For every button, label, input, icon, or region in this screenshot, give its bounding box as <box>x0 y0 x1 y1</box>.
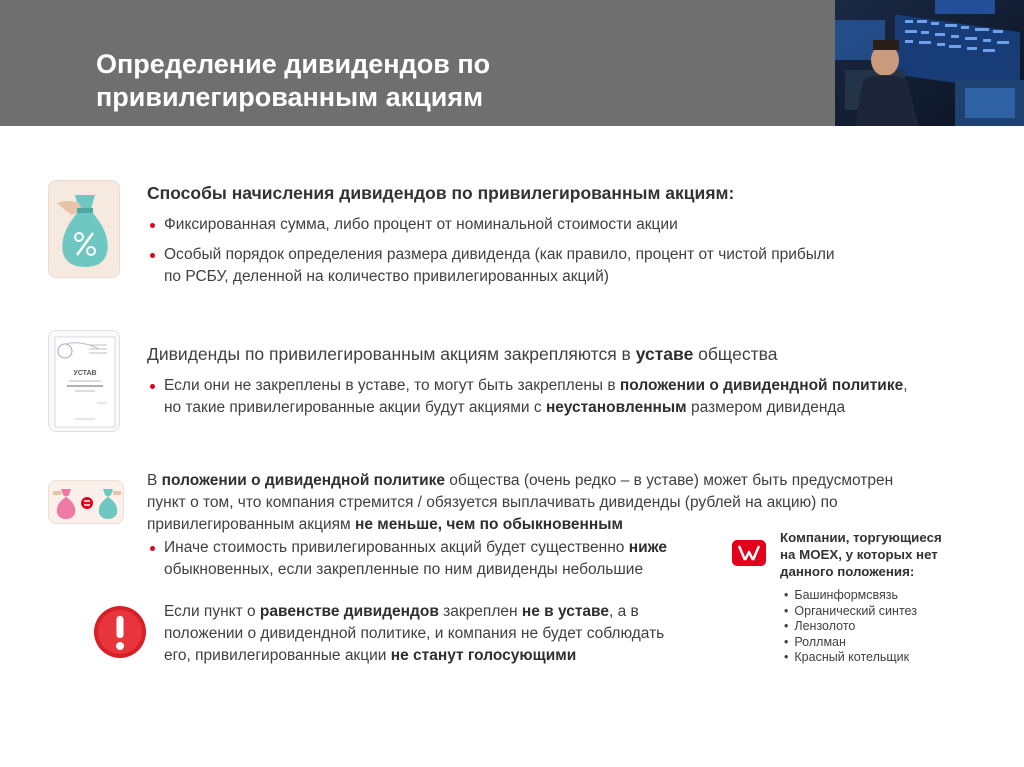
section3-bullet: Иначе стоимость привилегированных акций будет существенно ниже обыкновенных, если закрепленные по ним дивиденды небольшие <box>164 539 668 578</box>
charter-document-icon-box <box>48 330 120 432</box>
money-bag-icon-box <box>48 180 120 278</box>
warning-icon <box>93 605 147 659</box>
page-title: Определение дивидендов по привилегированным акциям <box>96 49 491 112</box>
charter-document-icon <box>49 331 121 433</box>
money-bag-icon <box>49 181 121 279</box>
section1-heading: Способы начисления дивидендов по привилегированным акциям: <box>147 183 735 203</box>
list-item: • Башинформсвязь <box>784 588 917 604</box>
section2-heading: Дивиденды по привилегированным акциям закрепляются в уставе общества <box>147 344 778 364</box>
warning-text: Если пункт о равенстве дивидендов закреплен не в уставе, а в положении о дивидендной политике, и компания не будет соблюдать его, привилегированные акции не станут голосующими <box>164 603 665 664</box>
section1-bullet2: Особый порядок определения размера дивиденда (как правило, процент от чистой прибыли по РСБУ, деленной на количество привилегированных акций) <box>164 246 835 285</box>
company-list <box>784 588 917 666</box>
charter-doc-title: УСТАВ <box>73 370 97 377</box>
equal-bags-icon-box <box>48 480 124 524</box>
bullet <box>150 253 155 258</box>
bullet <box>150 384 155 389</box>
stock-exchange-photo <box>835 0 1024 126</box>
section2-bullet: Если они не закреплены в уставе, то могут быть закреплены в положении о дивидендной политике, но такие привилегированные акции будут акциями с неустановленным размером дивиденда <box>164 377 908 416</box>
moex-logo-icon <box>732 540 766 566</box>
equal-bags-icon <box>49 481 125 525</box>
sidebar-title: Компании, торгующиеся на МОЕХ, у которых нет данного положения: <box>780 530 942 579</box>
list-item: • Лензолото <box>784 619 917 635</box>
header-bar <box>0 0 1024 126</box>
section3-paragraph: В положении о дивидендной политике общества (очень редко – в уставе) может быть предусмотрен пункт о том, что компания стремится / обязуется выплачивать дивиденды (рублей на акцию) по привилегированным акциям не меньше, чем по обыкновенным <box>147 472 894 533</box>
list-item: • Органический синтез <box>784 604 917 620</box>
list-item: • Красный котельщик <box>784 650 917 666</box>
list-item: • Роллман <box>784 635 917 651</box>
bullet <box>150 546 155 551</box>
section1-bullet1: Фиксированная сумма, либо процент от номинальной стоимости акции <box>164 216 678 233</box>
bullet <box>150 223 155 228</box>
